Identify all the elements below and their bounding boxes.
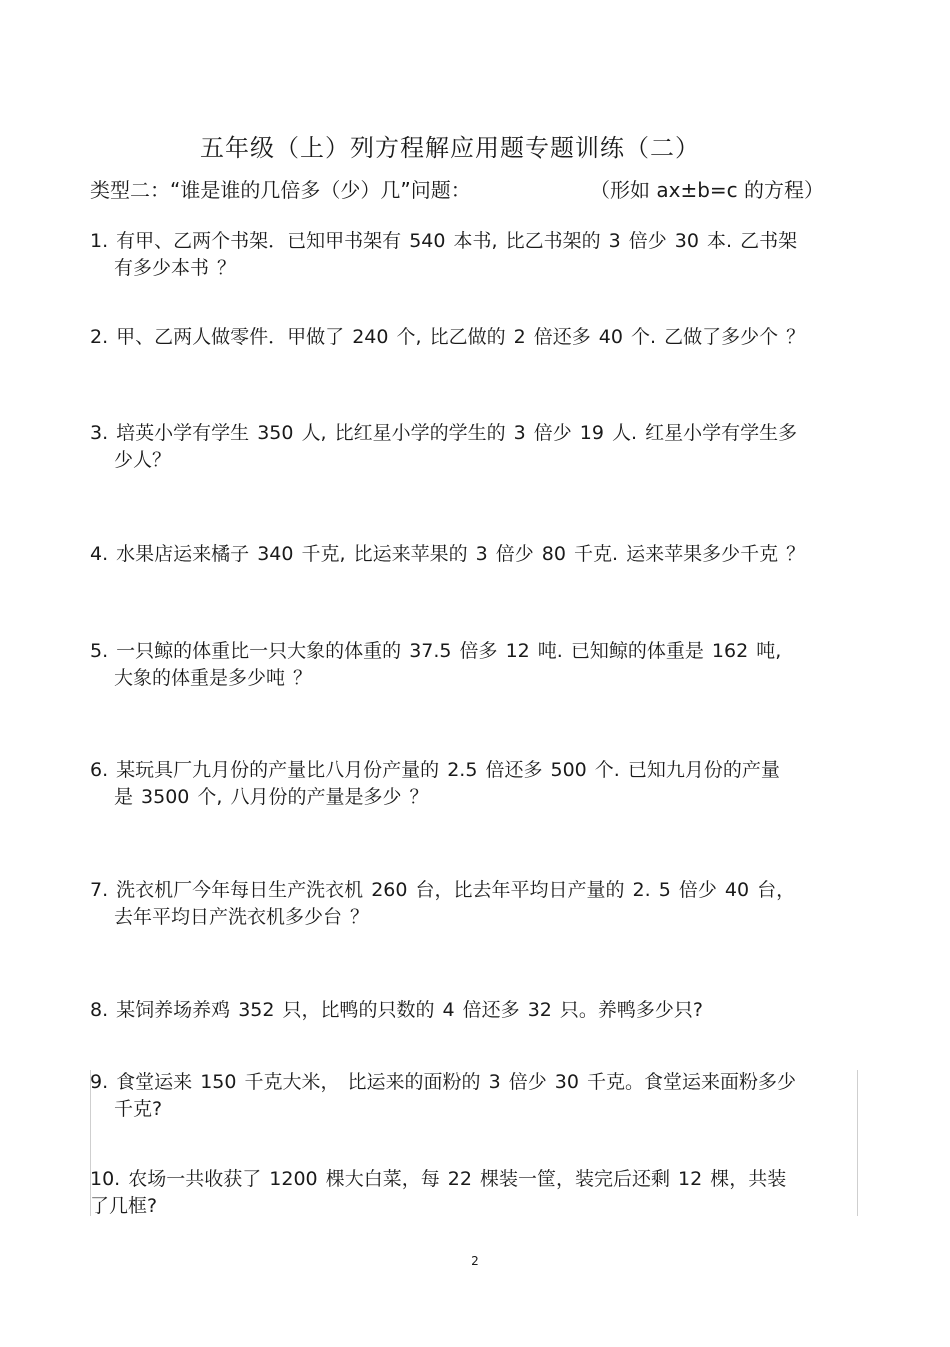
question-line: 3. 培英小学有学生 350 人, 比红星小学的学生的 3 倍少 19 人. 红星小学有学生多	[90, 422, 798, 444]
question-line: 千克?	[114, 1098, 163, 1120]
question-4	[90, 541, 860, 568]
question-line: 大象的体重是多少吨 ？	[114, 667, 313, 689]
question-line: 10. 农场一共收获了 1200 棵大白菜，每 22 棵装一筐，装完后还剩 12 棵，共装	[90, 1168, 787, 1190]
question-7	[90, 877, 860, 931]
question-6	[90, 757, 860, 811]
equation-form-label: （形如 ax±b=c 的方程）	[590, 178, 825, 202]
question-line: 5. 一只鲸的体重比一只大象的体重的 37.5 倍多 12 吨. 已知鲸的体重是 162 吨,	[90, 640, 782, 662]
question-line: 8. 某饲养场养鸡 352 只，比鸭的只数的 4 倍还多 32 只。养鸭多少只?	[90, 999, 704, 1021]
question-line: 6. 某玩具厂九月份的产量比八月份产量的 2.5 倍还多 500 个. 已知九月份的产量	[90, 759, 780, 781]
question-line: 有多少本书 ？	[114, 257, 237, 279]
question-line: 少人？	[114, 449, 172, 471]
page-title: 五年级（上）列方程解应用题专题训练（二）	[200, 134, 700, 162]
question-1	[90, 228, 860, 282]
question-line: 1. 有甲、乙两个书架．已知甲书架有 540 本书, 比乙书架的 3 倍少 30 本. 乙书架	[90, 230, 798, 252]
page-number: 2	[471, 1254, 479, 1268]
question-line: 去年平均日产洗衣机多少台 ？	[114, 906, 370, 928]
question-10	[90, 1166, 860, 1220]
type-label: 类型二：“谁是谁的几倍多（少）几”问题：	[90, 178, 471, 202]
question-9	[90, 1069, 860, 1123]
question-line: 7. 洗衣机厂今年每日生产洗衣机 260 台，比去年平均日产量的 2. 5 倍少 40 台，	[90, 879, 796, 901]
section-subtitle	[90, 174, 870, 203]
question-5	[90, 638, 860, 692]
question-line: 是 3500 个, 八月份的产量是多少 ？	[114, 786, 429, 808]
question-8	[90, 997, 860, 1024]
question-line: 4. 水果店运来橘子 340 千克, 比运来苹果的 3 倍少 80 千克. 运来苹果多少千克 ？	[90, 543, 806, 565]
question-line: 9. 食堂运来 150 千克大米， 比运来的面粉的 3 倍少 30 千克。食堂运来面粉多少	[90, 1071, 796, 1093]
question-3	[90, 420, 860, 474]
question-line: 2. 甲、乙两人做零件．甲做了 240 个, 比乙做的 2 倍还多 40 个. 乙做了多少个 ？	[90, 326, 806, 348]
question-2	[90, 324, 860, 351]
question-line: 了几框?	[90, 1195, 158, 1217]
